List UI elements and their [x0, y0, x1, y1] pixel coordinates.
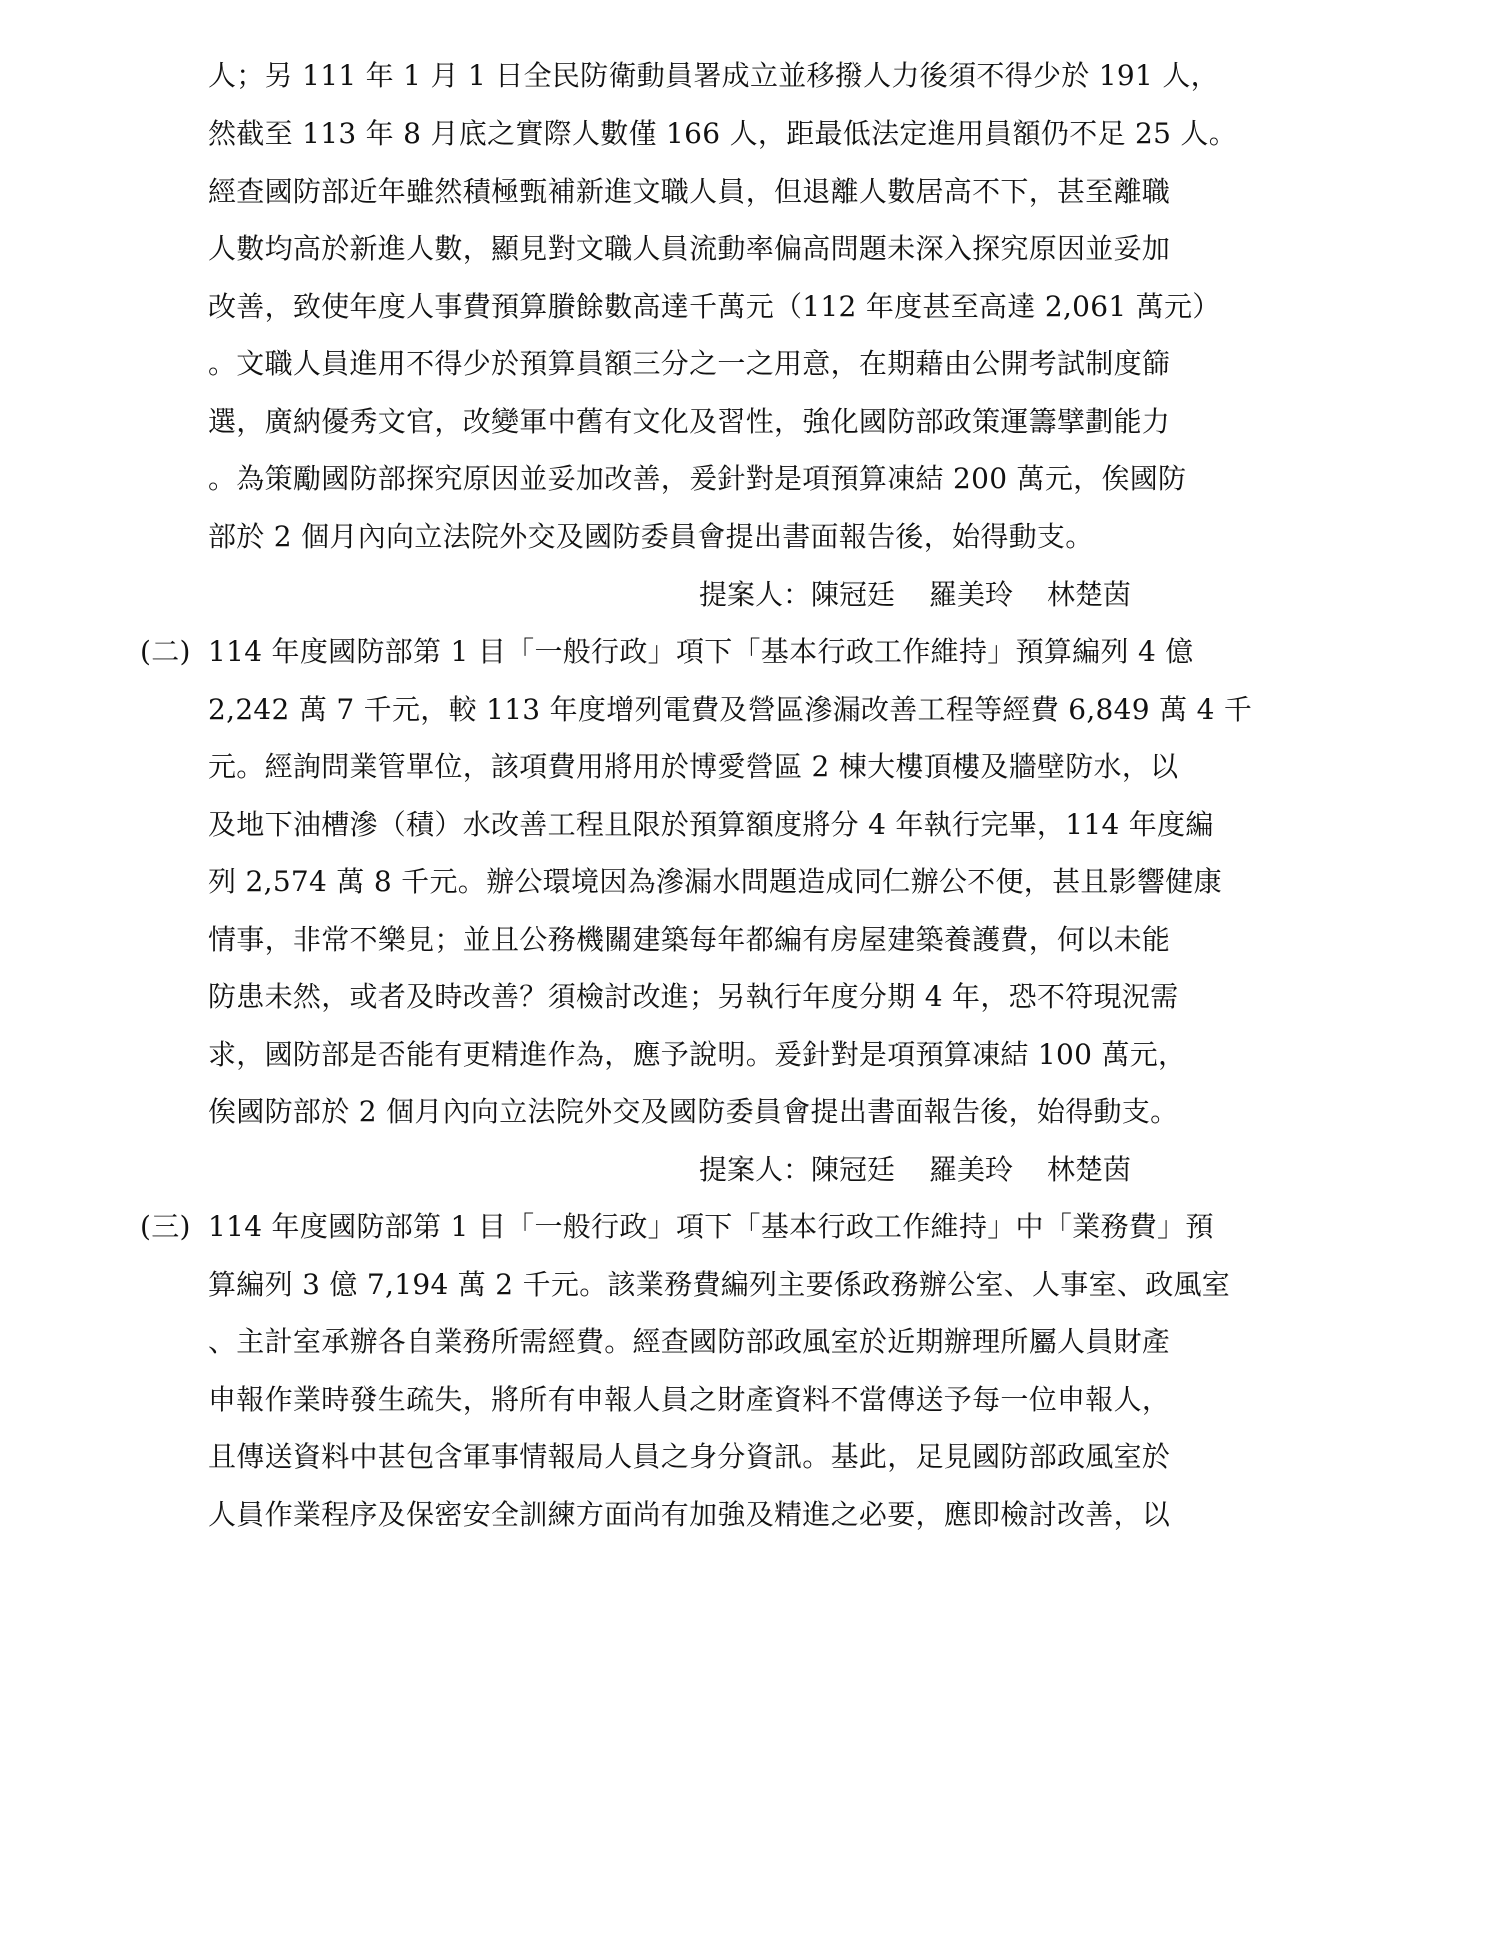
paragraph-line: 人；另 111 年 1 月 1 日全民防衛動員署成立並移撥人力後須不得少於 191 人，: [208, 59, 1219, 92]
item-first-line: [140, 1207, 1214, 1247]
paragraph-line: 人數均高於新進人數，顯見對文職人員流動率偏高問題未深入探究原因並妥加: [208, 232, 1171, 265]
paragraph-line: 元。經詢問業管單位，該項費用將用於博愛營區 2 棟大樓頂樓及牆壁防水，以: [208, 750, 1179, 783]
paragraph-line: 俟國防部於 2 個月內向立法院外交及國防委員會提出書面報告後，始得動支。: [208, 1095, 1179, 1128]
proposer-name: 林楚茵: [1047, 1153, 1132, 1186]
proposer-name: 羅美玲: [929, 1153, 1014, 1186]
paragraph-line: 人員作業程序及保密安全訓練方面尚有加強及精進之必要，應即檢討改善，以: [208, 1498, 1171, 1531]
paragraph-line: 列 2,574 萬 8 千元。辦公環境因為滲漏水問題造成同仁辦公不便，甚且影響健康: [208, 865, 1222, 898]
paragraph-line: 經查國防部近年雖然積極甄補新進文職人員，但退離人數居高不下，甚至離職: [208, 175, 1171, 208]
proposer-name: 陳冠廷: [811, 578, 896, 611]
paragraph-line: 防患未然，或者及時改善？須檢討改進；另執行年度分期 4 年，恐不符現況需: [208, 980, 1179, 1013]
paragraph-line: 求，國防部是否能有更精進作為，應予說明。爰針對是項預算凍結 100 萬元，: [208, 1038, 1187, 1071]
proposer-line: [699, 1150, 1131, 1190]
proposer-name: 羅美玲: [929, 578, 1014, 611]
paragraph-line: 算編列 3 億 7,194 萬 2 千元。該業務費編列主要係政務辦公室、人事室、政風室: [208, 1268, 1231, 1301]
proposer-line: [699, 575, 1131, 615]
paragraph-line: 2,242 萬 7 千元，較 113 年度增列電費及營區滲漏改善工程等經費 6,849 萬 4 千: [208, 693, 1253, 726]
paragraph-line: 114 年度國防部第 1 目「一般行政」項下「基本行政工作維持」中「業務費」預: [208, 1210, 1214, 1243]
paragraph-line: 。為策勵國防部探究原因並妥加改善，爰針對是項預算凍結 200 萬元，俟國防: [208, 462, 1187, 495]
item-first-line: [140, 632, 1194, 672]
proposer-name: 林楚茵: [1047, 578, 1132, 611]
paragraph-line: 改善，致使年度人事費預算賸餘數高達千萬元（112 年度甚至高達 2,061 萬元）: [208, 290, 1221, 323]
paragraph-line: 及地下油槽滲（積）水改善工程且限於預算額度將分 4 年執行完畢，114 年度編: [208, 808, 1214, 841]
proposer-name: 陳冠廷: [811, 1153, 896, 1186]
paragraph-line: 申報作業時發生疏失，將所有申報人員之財產資料不當傳送予每一位申報人，: [208, 1383, 1171, 1416]
paragraph-line: 部於 2 個月內向立法院外交及國防委員會提出書面報告後，始得動支。: [208, 520, 1094, 553]
paragraph-line: 然截至 113 年 8 月底之實際人數僅 166 人，距最低法定進用員額仍不足 25 人。: [208, 117, 1238, 150]
paragraph-line: 情事，非常不樂見；並且公務機關建築每年都編有房屋建築養護費，何以未能: [208, 923, 1171, 956]
item-number: (三): [140, 1210, 191, 1243]
proposer-label: 提案人：: [699, 1153, 812, 1186]
item-number: (二): [140, 635, 191, 668]
proposer-label: 提案人：: [699, 578, 812, 611]
paragraph-line: 選，廣納優秀文官，改變軍中舊有文化及習性，強化國防部政策運籌擘劃能力: [208, 405, 1171, 438]
paragraph-line: 且傳送資料中甚包含軍事情報局人員之身分資訊。基此，足見國防部政風室於: [208, 1440, 1171, 1473]
paragraph-line: 。文職人員進用不得少於預算員額三分之一之用意，在期藉由公開考試制度篩: [208, 347, 1171, 380]
paragraph-line: 114 年度國防部第 1 目「一般行政」項下「基本行政工作維持」預算編列 4 億: [208, 635, 1194, 668]
paragraph-line: 、主計室承辦各自業務所需經費。經查國防部政風室於近期辦理所屬人員財產: [208, 1325, 1171, 1358]
